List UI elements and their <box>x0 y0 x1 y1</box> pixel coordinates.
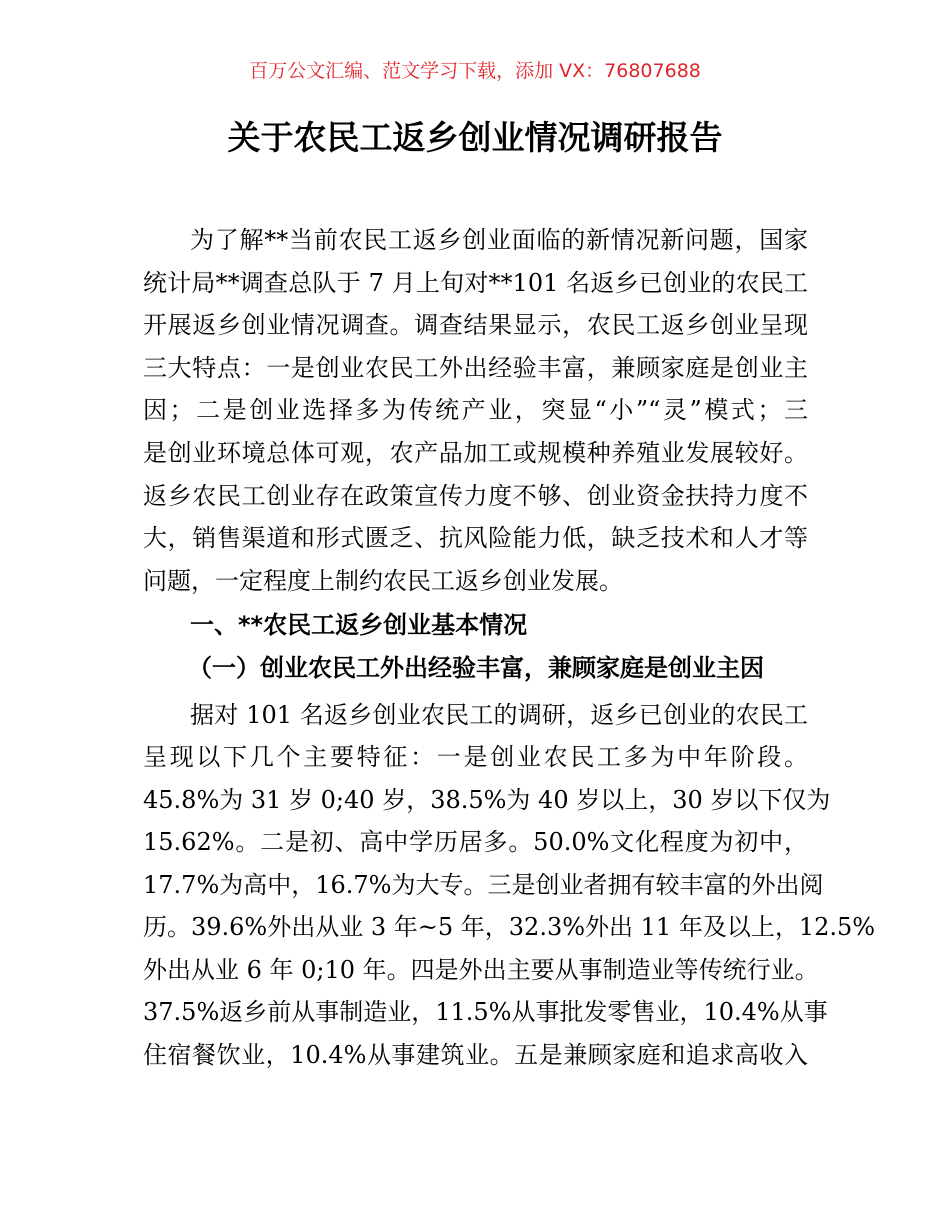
paragraph-line: 据对 101 名返乡创业农民工的调研，返乡已创业的农民工 <box>190 701 808 729</box>
paragraph-line: 是创业环境总体可观，农产品加工或规模种养殖业发展较好。 <box>143 439 808 467</box>
paragraph-line: 返乡农民工创业存在政策宣传力度不够、创业资金扶持力度不 <box>143 482 808 510</box>
paragraph-line: 住宿餐饮业，10.4%从事建筑业。五是兼顾家庭和追求高收入 <box>143 1041 808 1069</box>
paragraph-line: 历。39.6%外出从业 3 年~5 年，32.3%外出 11 年及以上，12.5% <box>143 913 876 941</box>
paragraph-line: 大，销售渠道和形式匮乏、抗风险能力低，缺乏技术和人才等 <box>143 524 808 552</box>
paragraph-line: 呈现以下几个主要特征：一是创业农民工多为中年阶段。 <box>143 743 808 771</box>
paragraph-line: 因；二是创业选择多为传统产业，突显“小”“灵”模式；三 <box>143 396 808 424</box>
paragraph-line: 开展返乡创业情况调查。调查结果显示，农民工返乡创业呈现 <box>143 311 808 339</box>
paragraph-line: 外出从业 6 年 0;10 年。四是外出主要从事制造业等传统行业。 <box>143 956 819 984</box>
paragraph-line: 17.7%为高中，16.7%为大专。三是创业者拥有较丰富的外出阅 <box>143 871 824 899</box>
paragraph-line: 三大特点：一是创业农民工外出经验丰富，兼顾家庭是创业主 <box>143 354 808 382</box>
paragraph-line: 统计局**调查总队于 7 月上旬对**101 名返乡已创业的农民工 <box>143 269 808 297</box>
paragraph-line: 问题，一定程度上制约农民工返乡创业发展。 <box>143 567 623 595</box>
paragraph-line: 37.5%返乡前从事制造业，11.5%从事批发零售业，10.4%从事 <box>143 998 828 1026</box>
document-title: 关于农民工返乡创业情况调研报告 <box>227 118 723 157</box>
paragraph-line: 45.8%为 31 岁 0;40 岁，38.5%为 40 岁以上，30 岁以下仅为 <box>143 786 831 814</box>
watermark-banner: 百万公文汇编、范文学习下载，添加 VX：76807688 <box>249 60 701 82</box>
paragraph-line: 15.62%。二是初、高中学历居多。50.0%文化程度为初中， <box>143 828 808 856</box>
subsection-heading: （一）创业农民工外出经验丰富，兼顾家庭是创业主因 <box>188 654 764 682</box>
paragraph-line: 为了解**当前农民工返乡创业面临的新情况新问题，国家 <box>190 226 808 254</box>
section-heading: 一、**农民工返乡创业基本情况 <box>190 611 528 639</box>
